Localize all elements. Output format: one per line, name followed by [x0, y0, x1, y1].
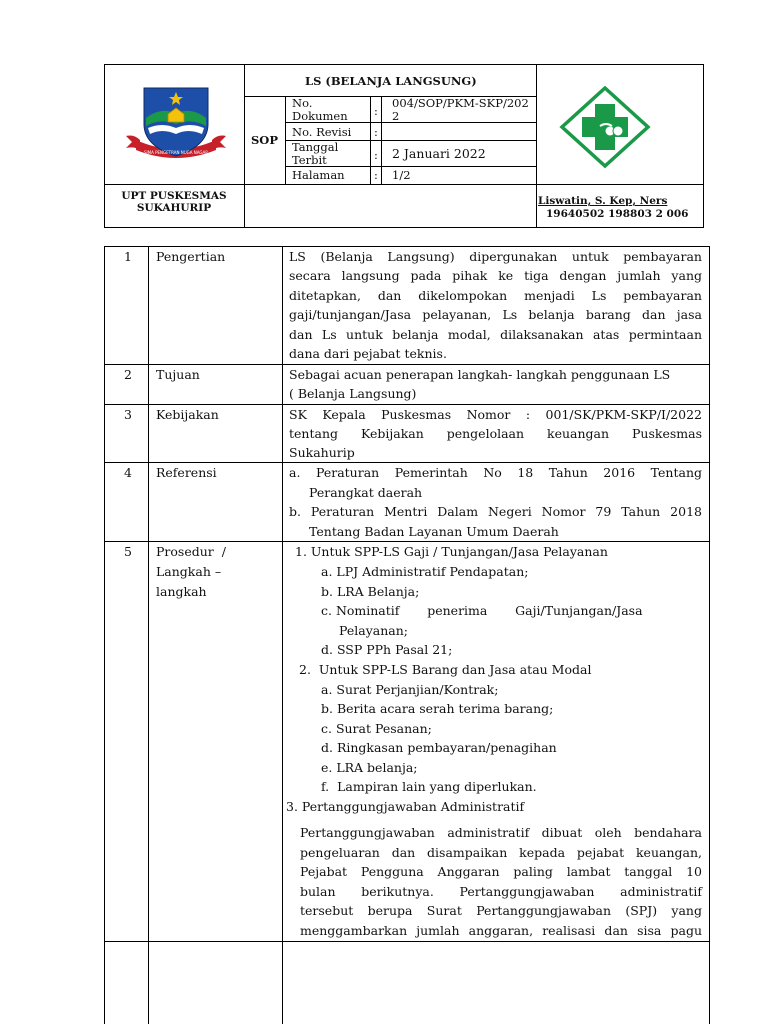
row-1-line: dana dari pejabat teknis.	[289, 346, 447, 361]
field-colon-tanggal-terbit: :	[374, 148, 378, 162]
puskesmas-cross-logo	[558, 86, 652, 168]
field-label-no-dokumen: No. Dokumen	[292, 96, 348, 123]
signer-id: 19640502 198803 2 006	[546, 208, 689, 220]
row-3-line: tentang Kebijakan pengelolaan keuangan Puskesmas	[289, 426, 702, 441]
row-1-line: secara langsung pada pihak ke tiga dengan jumlah yang	[289, 268, 702, 283]
row-5-line: menggambarkan jumlah anggaran, realisasi dan sisa pagu	[300, 923, 702, 938]
field-colon-no-revisi: :	[374, 125, 378, 139]
row-5-line: c. Nominatif penerima Gaji/Tunjangan/Jasa	[321, 603, 643, 618]
row-1-label: Pengertian	[156, 249, 226, 264]
row-5-line: 3. Pertanggungjawaban Administratif	[286, 799, 525, 814]
row-5-line: c. Surat Pesanan;	[321, 721, 432, 736]
row-3-number: 3	[124, 407, 132, 422]
row-5-line: b. Berita acara serah terima barang;	[321, 701, 554, 716]
row-3-label: Kebijakan	[156, 407, 219, 422]
row-5-line: Pelayanan;	[339, 623, 408, 638]
row-5-line: d. Ringkasan pembayaran/penagihan	[321, 740, 557, 755]
row-5-line: 1. Untuk SPP-LS Gaji / Tunjangan/Jasa Pelayanan	[295, 544, 608, 559]
row-5-line: Pejabat Pengguna Anggaran paling lambat tanggal 10	[300, 864, 702, 879]
row-5-number: 5	[124, 544, 132, 559]
row-5-line: Pertanggungjawaban administratif dibuat oleh bendahara	[300, 825, 702, 840]
row-2-number: 2	[124, 367, 132, 382]
row-4-line: Tentang Badan Layanan Umum Daerah	[309, 524, 559, 539]
row-4-line: Perangkat daerah	[309, 485, 423, 500]
sop-title: LS (BELANJA LANGSUNG)	[305, 74, 477, 88]
row-5-label-line: Langkah –	[156, 564, 222, 579]
row-1-line: dan Ls untuk belanja modal, dilaksanakan atas permintaan	[289, 327, 702, 342]
row-4-label: Referensi	[156, 465, 217, 480]
field-colon-no-dokumen: :	[374, 104, 378, 118]
row-4-line: a. Peraturan Pemerintah No 18 Tahun 2016 Tentang	[289, 465, 702, 480]
row-1-line: gaji/tunjangan/Jasa pelayanan, Ls belanja barang dan jasa	[289, 307, 702, 322]
row-5-line: 2. Untuk SPP-LS Barang dan Jasa atau Modal	[299, 662, 592, 677]
row-5-label-line: Prosedur /	[156, 544, 226, 559]
field-value-halaman: 1/2	[392, 168, 411, 182]
row-4-number: 4	[124, 465, 132, 480]
row-1-number: 1	[124, 249, 132, 264]
row-5-line: bulan berikutnya. Pertanggungjawaban administratif	[300, 884, 702, 899]
row-5-line: d. SSP PPh Pasal 21;	[321, 642, 453, 657]
row-5-line: pengeluaran dan disampaikan kepada pejabat keuangan,	[300, 845, 702, 860]
row-2-line: Sebagai acuan penerapan langkah- langkah penggunaan LS	[289, 367, 671, 382]
row-2-line: ( Belanja Langsung)	[289, 386, 417, 401]
row-5-line: e. LRA belanja;	[321, 760, 418, 775]
row-3-line: SK Kepala Puskesmas Nomor : 001/SK/PKM-SKP/I/2022	[289, 407, 702, 422]
signer-name: Liswatin, S. Kep, Ners	[538, 195, 668, 207]
logo-motto: SIMA PENGETRAN NUGA NAGAR	[143, 150, 209, 155]
row-5-line: a. Surat Perjanjian/Kontrak;	[321, 682, 499, 697]
sop-label: SOP	[251, 133, 278, 147]
org-name-line1: UPT PUSKESMAS	[121, 190, 227, 202]
row-5-line: f. Lampiran lain yang diperlukan.	[321, 779, 537, 794]
row-5-line: b. LRA Belanja;	[321, 584, 420, 599]
row-3-line: Sukahurip	[289, 445, 355, 460]
field-label-tanggal-terbit: Tanggal Terbit	[292, 140, 339, 167]
field-value-tanggal-terbit: 2 Januari 2022	[392, 146, 486, 161]
row-5-line: tersebut berupa Surat Pertanggungjawaban (SPJ) yang	[300, 903, 702, 918]
row-5-label-line: langkah	[156, 584, 207, 599]
field-colon-halaman: :	[374, 168, 378, 182]
row-1-line: LS (Belanja Langsung) dipergunakan untuk pembayaran	[289, 249, 702, 264]
row-4-line: b. Peraturan Mentri Dalam Negeri Nomor 79 Tahun 2018	[289, 504, 702, 519]
row-2-label: Tujuan	[156, 367, 200, 382]
regency-emblem-logo	[122, 84, 230, 164]
row-5-line: a. LPJ Administratif Pendapatan;	[321, 564, 529, 579]
field-label-no-revisi: No. Revisi	[292, 125, 352, 139]
row-1-line: ditetapkan, dan dikelompokan menjadi Ls pembayaran	[289, 288, 702, 303]
field-value-no-dokumen: 004/SOP/PKM-SKP/2022	[392, 96, 529, 123]
org-name-line2: SUKAHURIP	[136, 202, 212, 214]
field-label-halaman: Halaman	[292, 168, 345, 182]
